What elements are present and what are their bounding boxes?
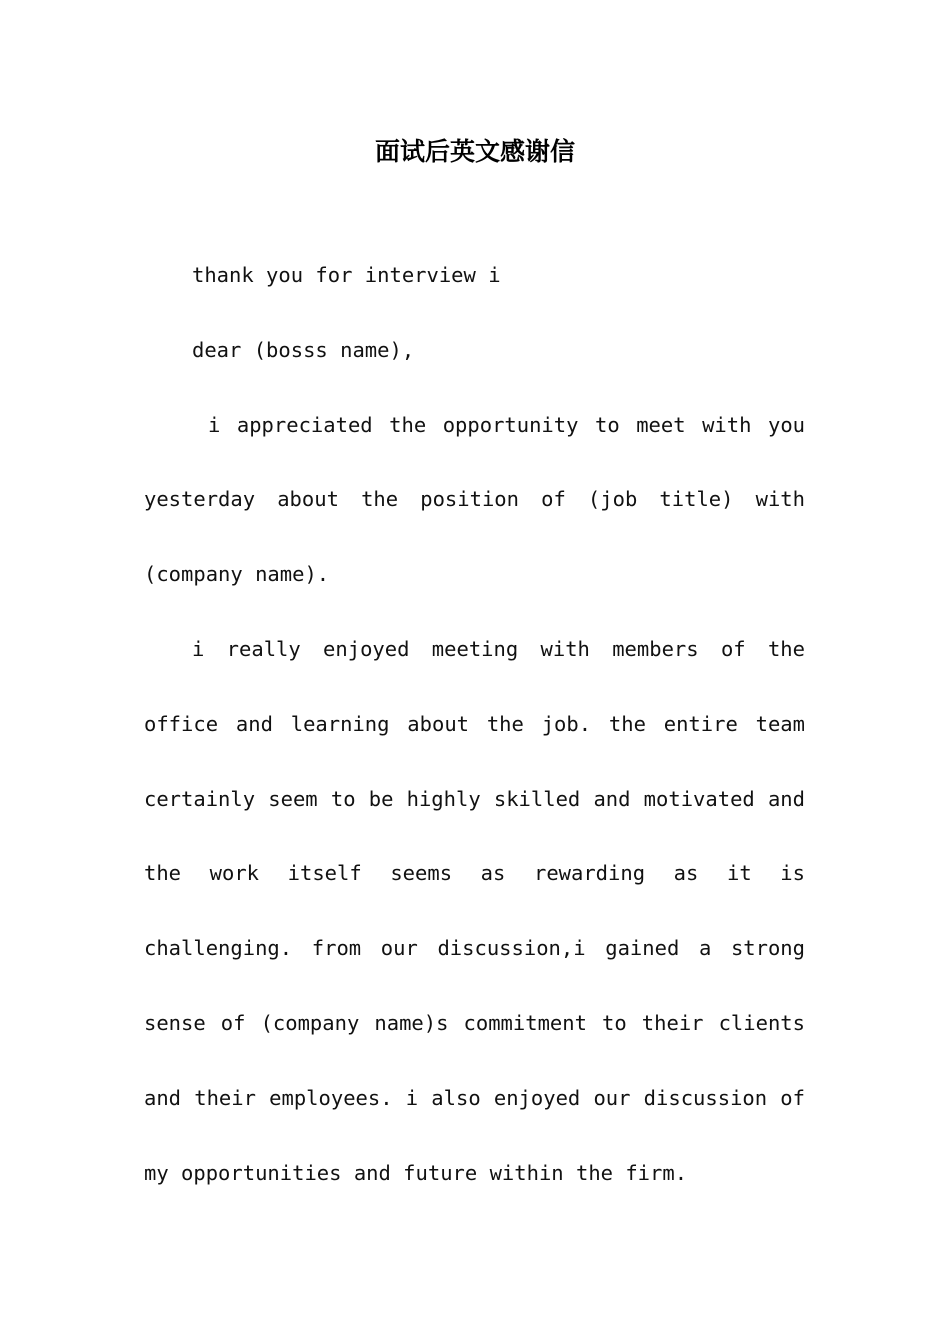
letter-subject-line: thank you for interview i	[192, 263, 501, 287]
letter-body	[144, 238, 805, 1210]
document-title: 面试后英文感谢信	[374, 137, 575, 166]
letter-salutation: dear (bosss name),	[192, 337, 415, 362]
letter-paragraph: i really enjoyed meeting with members of the office and learning about the job. the entire team certainly seem to be highly skilled and motivated and the work itself seems as rewarding as it is challenging. from our discussion,i gained a strong sense of (company name)s commitment to their clients and their employees. i also enjoyed our discussion of my opportunities and future within the firm.	[144, 636, 805, 1185]
letter-paragraph: i appreciated the opportunity to meet with you yesterday about the position of (job title) with (company name).	[144, 412, 805, 587]
